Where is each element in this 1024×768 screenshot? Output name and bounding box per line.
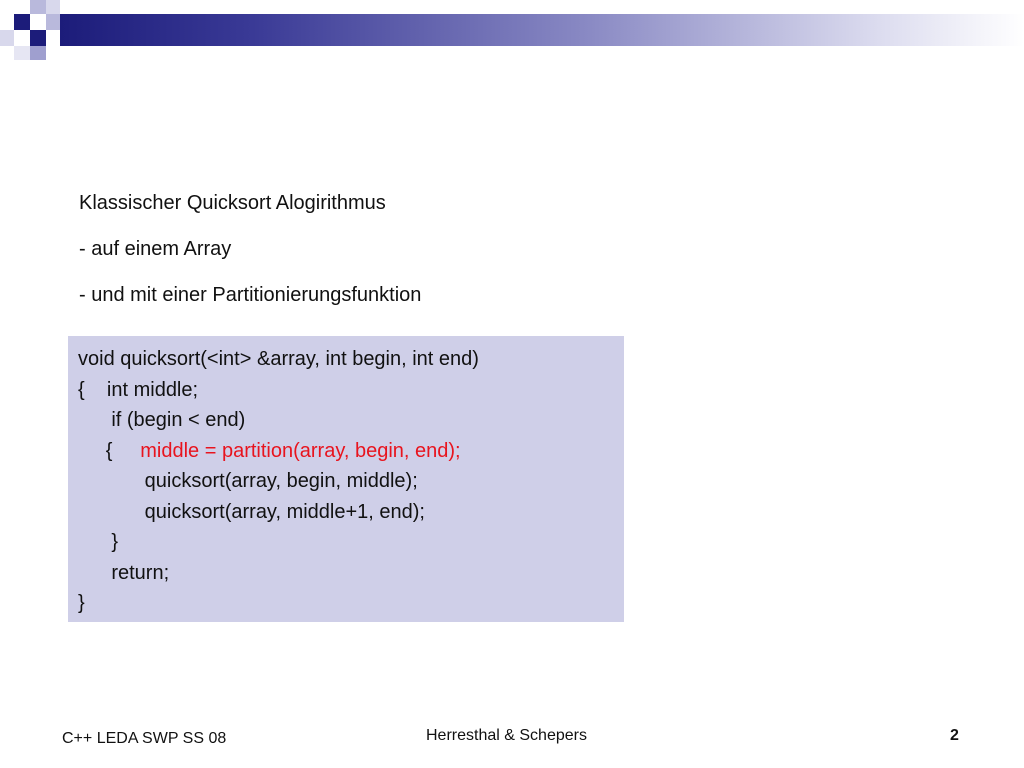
header-decoration-square	[30, 46, 46, 60]
code-line-prefix: {	[78, 439, 141, 462]
header-decoration-square	[30, 30, 46, 46]
code-line: if (begin < end)	[78, 409, 246, 431]
code-line: }	[78, 531, 119, 553]
header-gradient-bar	[60, 14, 1024, 46]
header-decoration-square	[30, 0, 46, 14]
highlighted-code: middle = partition(array, begin, end);	[140, 439, 461, 462]
intro-bullet: - und mit einer Partitionierungsfunktion	[79, 284, 422, 306]
code-line: { int middle;	[78, 378, 199, 401]
code-line: quicksort(array, middle+1, end);	[78, 500, 425, 523]
code-line: return;	[78, 561, 170, 584]
intro-heading: Klassischer Quicksort Alogirithmus	[79, 192, 386, 214]
code-line: }	[78, 592, 85, 614]
header-decoration-square	[46, 14, 60, 30]
header-decoration-square	[46, 0, 60, 14]
header-decoration-square	[0, 30, 14, 46]
code-line	[78, 436, 624, 467]
header-decoration-square	[14, 46, 30, 60]
header-decoration-square	[14, 14, 30, 30]
footer-authors: Herresthal & Schepers	[426, 727, 587, 744]
code-block	[68, 336, 624, 622]
intro-bullet: - auf einem Array	[79, 238, 232, 260]
code-line: void quicksort(<int> &array, int begin, int end)	[78, 348, 479, 370]
footer-course: C++ LEDA SWP SS 08	[62, 730, 227, 747]
code-line: quicksort(array, begin, middle);	[78, 470, 418, 492]
intro-text	[79, 192, 421, 307]
footer-page-number: 2	[950, 727, 959, 744]
